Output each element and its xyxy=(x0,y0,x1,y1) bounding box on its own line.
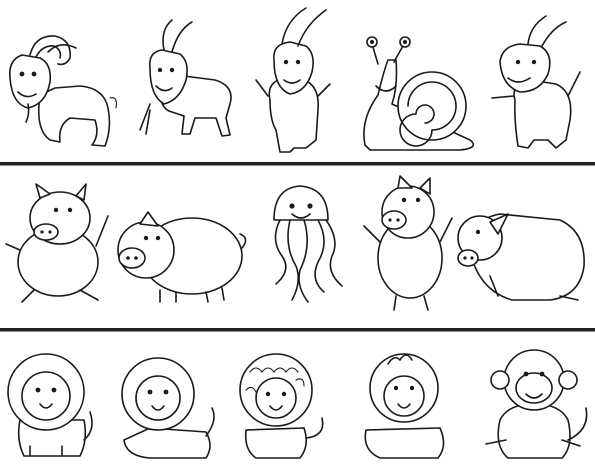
monkey-icon xyxy=(486,350,587,458)
lion-crouching-icon xyxy=(365,354,443,458)
goat-sitting-icon xyxy=(10,36,117,146)
pig-standing-icon xyxy=(118,212,246,302)
lion-curly-mane-icon xyxy=(240,354,323,458)
pig-jumping-icon xyxy=(6,184,108,302)
row-divider-bottom xyxy=(0,328,595,332)
row-divider-top xyxy=(0,162,595,166)
pig-sitting-icon xyxy=(458,214,584,300)
pig-upright-icon xyxy=(364,176,452,310)
snail-icon xyxy=(364,37,473,150)
goat-waving-icon xyxy=(492,16,580,148)
lion-sitting-icon xyxy=(8,354,92,456)
goat-standing-icon xyxy=(256,8,330,152)
jellyfish-icon xyxy=(274,186,342,302)
goat-walking-icon xyxy=(140,20,231,136)
lion-lying-icon xyxy=(122,358,214,458)
